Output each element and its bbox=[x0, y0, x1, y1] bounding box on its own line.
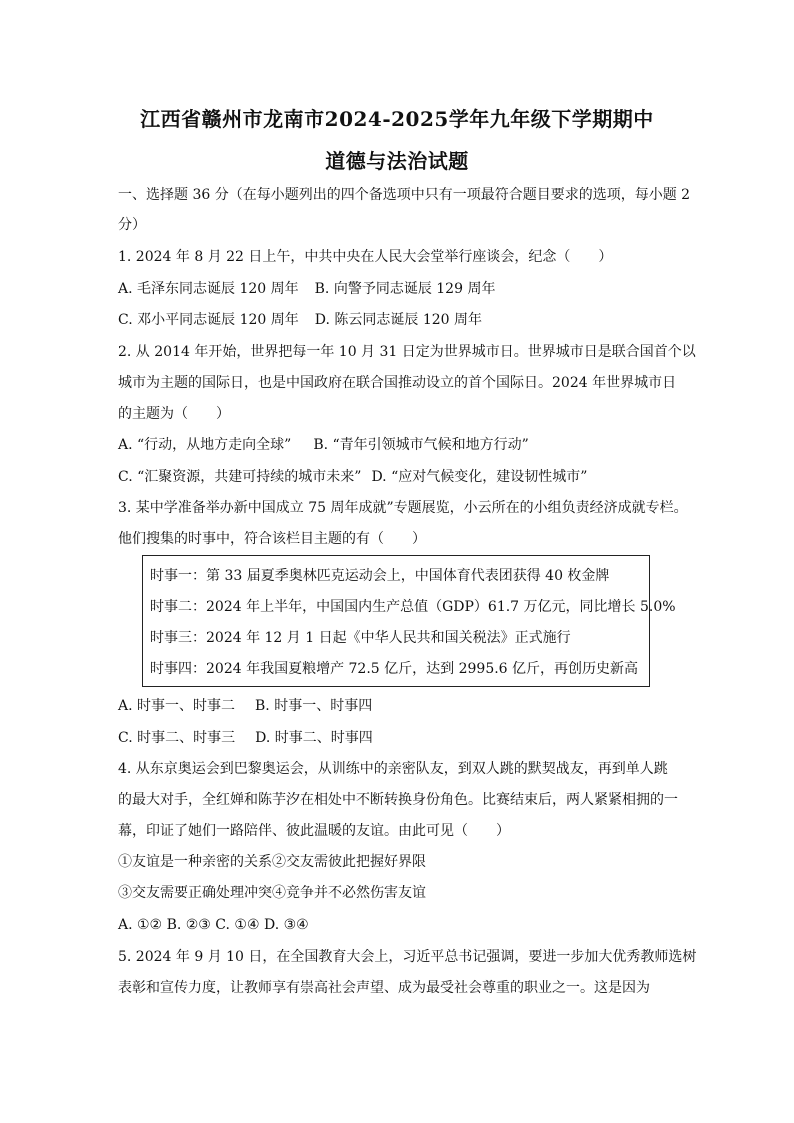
option-a: A. 时事一、时事二 bbox=[118, 698, 236, 714]
question-2-options-ab bbox=[118, 436, 529, 454]
question-1-options-cd bbox=[118, 311, 482, 329]
event-3: 时事三：2024 年 12 月 1 日起《中华人民共和国关税法》正式施行 bbox=[150, 630, 571, 646]
question-4-stem-end: 幕，印证了她们一路陪伴、彼此温暖的友谊。由此可见（ ） bbox=[118, 823, 510, 839]
question-2-stem: 2. 从 2014 年开始，世界把每一年 10 月 31 日定为世界城市日。世界城市日是联合国首个以 bbox=[118, 344, 696, 360]
option-b: B. 时事一、时事四 bbox=[255, 698, 373, 714]
current-events-box bbox=[142, 555, 676, 687]
question-4-statements-34: ③交友需要正确处理冲突④竞争并不必然伤害友谊 bbox=[118, 885, 426, 901]
option-b: B. 向警予同志诞辰 129 周年 bbox=[314, 281, 496, 297]
option-b: B. “青年引领城市气候和地方行动” bbox=[313, 437, 529, 453]
question-4-stem: 4. 从东京奥运会到巴黎奥运会，从训练中的亲密队友，到双人跳的默契战友，再到单人跳 bbox=[118, 761, 668, 777]
question-5-stem-cont: 表彰和宣传力度，让教师享有崇高社会声望、成为最受社会尊重的职业之一。这是因为 bbox=[118, 980, 650, 996]
question-3-stem-cont: 他们搜集的时事中，符合该栏目主题的有（ ） bbox=[118, 531, 426, 547]
option-c: C. “汇聚资源，共建可持续的城市未来” bbox=[118, 469, 362, 485]
section-instructions: 一、选择题 36 分（在每小题列出的四个备选项中只有一项最符合题目要求的选项，每小题 2 bbox=[118, 187, 691, 203]
question-5-stem: 5. 2024 年 9 月 10 日，在全国教育大会上，习近平总书记强调，要进一步加大优秀教师选树 bbox=[118, 949, 697, 965]
option-d: D. “应对气候变化，建设韧性城市” bbox=[371, 469, 588, 485]
question-1-options-ab bbox=[118, 280, 495, 298]
question-4-statements-12: ①友谊是一种亲密的关系②交友需彼此把握好界限 bbox=[118, 854, 426, 870]
page-subtitle: 道德与法治试题 bbox=[325, 149, 469, 173]
question-3-stem: 3. 某中学准备举办新中国成立 75 周年成就”专题展览，小云所在的小组负责经济成就专栏。 bbox=[118, 500, 688, 516]
event-2: 时事二：2024 年上半年，中国国内生产总值（GDP）61.7 万亿元，同比增长 5.0% bbox=[150, 599, 676, 615]
question-3-options-ab bbox=[118, 697, 372, 715]
option-a: A. “行动，从地方走向全球” bbox=[118, 437, 292, 453]
question-2-stem-end: 的主题为（ ） bbox=[118, 406, 230, 422]
question-1-stem: 1. 2024 年 8 月 22 日上午，中共中央在人民大会堂举行座谈会，纪念（ ） bbox=[118, 249, 613, 265]
option-a: A. 毛泽东同志诞辰 120 周年 bbox=[118, 281, 299, 297]
option-d: D. 时事二、时事四 bbox=[255, 730, 373, 746]
page-title: 江西省赣州市龙南市2024-2025学年九年级下学期期中 bbox=[140, 107, 654, 131]
event-1: 时事一：第 33 届夏季奥林匹克运动会上，中国体育代表团获得 40 枚金牌 bbox=[150, 568, 610, 584]
event-4: 时事四：2024 年我国夏粮增产 72.5 亿斤，达到 2995.6 亿斤，再创历史新高 bbox=[150, 661, 639, 677]
question-2-stem-cont: 城市为主题的国际日，也是中国政府在联合国推动设立的首个国际日。2024 年世界城市日 bbox=[118, 375, 677, 391]
option-c: C. 邓小平同志诞辰 120 周年 bbox=[118, 312, 299, 328]
question-4-options: A. ①② B. ②③ C. ①④ D. ③④ bbox=[118, 917, 309, 933]
section-instructions-cont: 分） bbox=[118, 217, 146, 233]
option-d: D. 陈云同志诞辰 120 周年 bbox=[314, 312, 482, 328]
option-c: C. 时事二、时事三 bbox=[118, 730, 236, 746]
question-2-options-cd bbox=[118, 468, 587, 486]
question-3-options-cd bbox=[118, 729, 373, 747]
question-4-stem-cont: 的最大对手，全红婵和陈芋汐在相处中不断转换身份角色。比赛结束后，两人紧紧相拥的一 bbox=[118, 792, 678, 808]
